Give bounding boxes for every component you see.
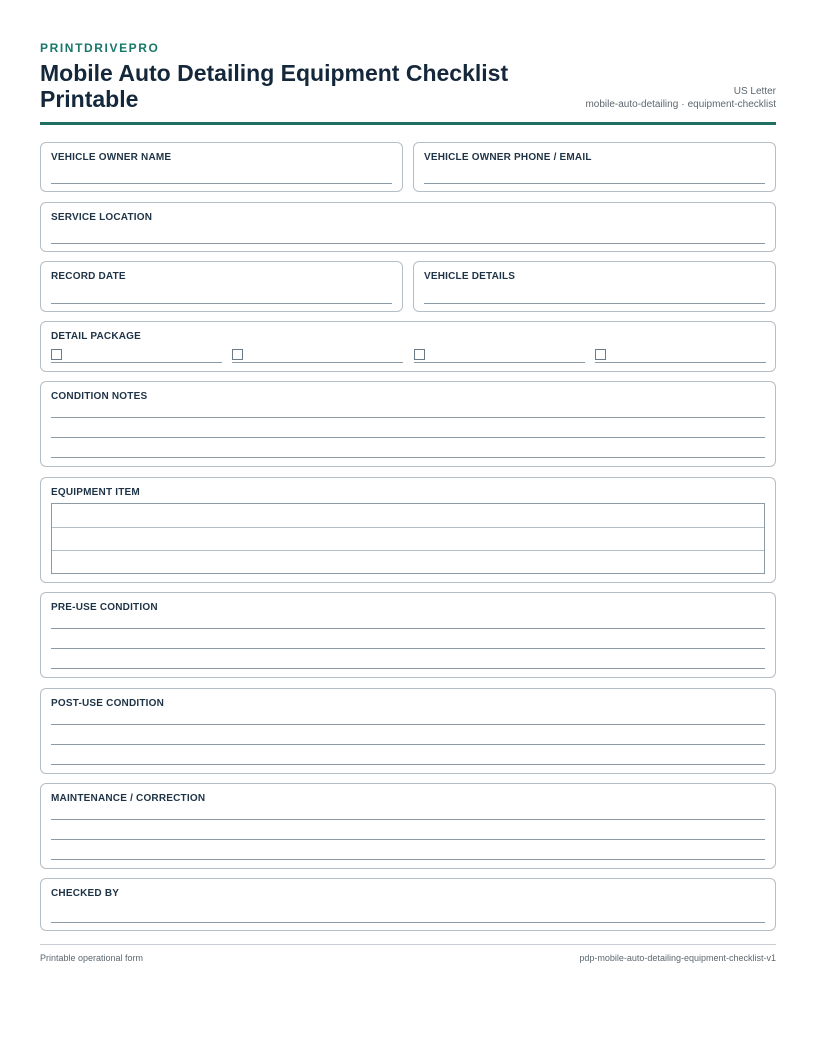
vehicle-details-label: VEHICLE DETAILS — [424, 271, 516, 282]
record-date-input[interactable] — [51, 303, 392, 304]
package-option-3 — [414, 349, 585, 363]
condition-notes-field — [40, 381, 776, 467]
footer-rule — [40, 944, 776, 945]
owner-name-input[interactable] — [51, 183, 392, 184]
service-location-field — [40, 202, 776, 252]
maintenance-line-1[interactable] — [51, 819, 765, 820]
pre-use-condition-field — [40, 592, 776, 678]
maintenance-line-3[interactable] — [51, 859, 765, 860]
package-option-2-line[interactable] — [232, 362, 403, 363]
footer-note: Printable operational form — [40, 953, 144, 963]
pre-use-line-3[interactable] — [51, 668, 765, 669]
checked-by-input[interactable] — [51, 922, 765, 923]
owner-contact-input[interactable] — [424, 183, 765, 184]
owner-name-field — [40, 142, 403, 192]
service-location-label: SERVICE LOCATION — [51, 212, 153, 223]
package-option-4-line[interactable] — [595, 362, 766, 363]
service-location-input[interactable] — [51, 243, 765, 244]
document-tags — [585, 98, 776, 111]
vehicle-details-input[interactable] — [424, 303, 765, 304]
tag-primary: mobile-auto-detailing — [585, 99, 679, 110]
post-use-condition-field — [40, 688, 776, 774]
condition-notes-label: CONDITION NOTES — [51, 391, 148, 402]
brand-name: PRINTDRIVEPRO — [40, 41, 160, 55]
package-option-2 — [232, 349, 403, 363]
equipment-row-divider-1 — [52, 527, 764, 528]
condition-notes-line-3[interactable] — [51, 457, 765, 458]
detail-package-label: DETAIL PACKAGE — [51, 331, 142, 342]
condition-notes-line-1[interactable] — [51, 417, 765, 418]
equipment-item-label: EQUIPMENT ITEM — [51, 487, 140, 498]
pre-use-line-2[interactable] — [51, 648, 765, 649]
package-option-1-line[interactable] — [51, 362, 222, 363]
form-page — [40, 0, 776, 899]
document-meta — [585, 85, 776, 111]
owner-name-label: VEHICLE OWNER NAME — [51, 152, 172, 163]
maintenance-line-2[interactable] — [51, 839, 765, 840]
record-date-label: RECORD DATE — [51, 271, 126, 282]
package-checkbox-4[interactable] — [595, 349, 606, 360]
maintenance-correction-label: MAINTENANCE / CORRECTION — [51, 793, 206, 804]
package-option-1 — [51, 349, 222, 363]
package-checkbox-3[interactable] — [414, 349, 425, 360]
post-use-line-1[interactable] — [51, 724, 765, 725]
form-id: pdp-mobile-auto-detailing-equipment-checklist-v1 — [579, 953, 776, 963]
header-rule — [40, 122, 776, 125]
detail-package-field — [40, 321, 776, 372]
equipment-item-field — [40, 477, 776, 583]
post-use-line-3[interactable] — [51, 764, 765, 765]
vehicle-details-field — [413, 261, 776, 312]
page-header — [40, 0, 776, 126]
pre-use-condition-label: PRE-USE CONDITION — [51, 602, 158, 613]
post-use-line-2[interactable] — [51, 744, 765, 745]
maintenance-correction-field — [40, 783, 776, 869]
page-title: Mobile Auto Detailing Equipment Checklist Printable — [40, 60, 509, 112]
owner-contact-label: VEHICLE OWNER PHONE / EMAIL — [424, 152, 592, 163]
paper-size: US Letter — [733, 86, 776, 97]
package-option-4 — [595, 349, 766, 363]
record-date-field — [40, 261, 403, 312]
package-checkbox-2[interactable] — [232, 349, 243, 360]
pre-use-line-1[interactable] — [51, 628, 765, 629]
condition-notes-line-2[interactable] — [51, 437, 765, 438]
post-use-condition-label: POST-USE CONDITION — [51, 698, 165, 709]
tag-secondary: equipment-checklist — [687, 99, 776, 110]
checked-by-label: CHECKED BY — [51, 888, 120, 899]
equipment-row-divider-2 — [52, 550, 764, 551]
package-checkbox-1[interactable] — [51, 349, 62, 360]
package-option-3-line[interactable] — [414, 362, 585, 363]
checked-by-field — [40, 878, 776, 931]
owner-contact-field — [413, 142, 776, 192]
equipment-item-table[interactable] — [51, 503, 765, 574]
tag-separator: · — [681, 99, 685, 110]
